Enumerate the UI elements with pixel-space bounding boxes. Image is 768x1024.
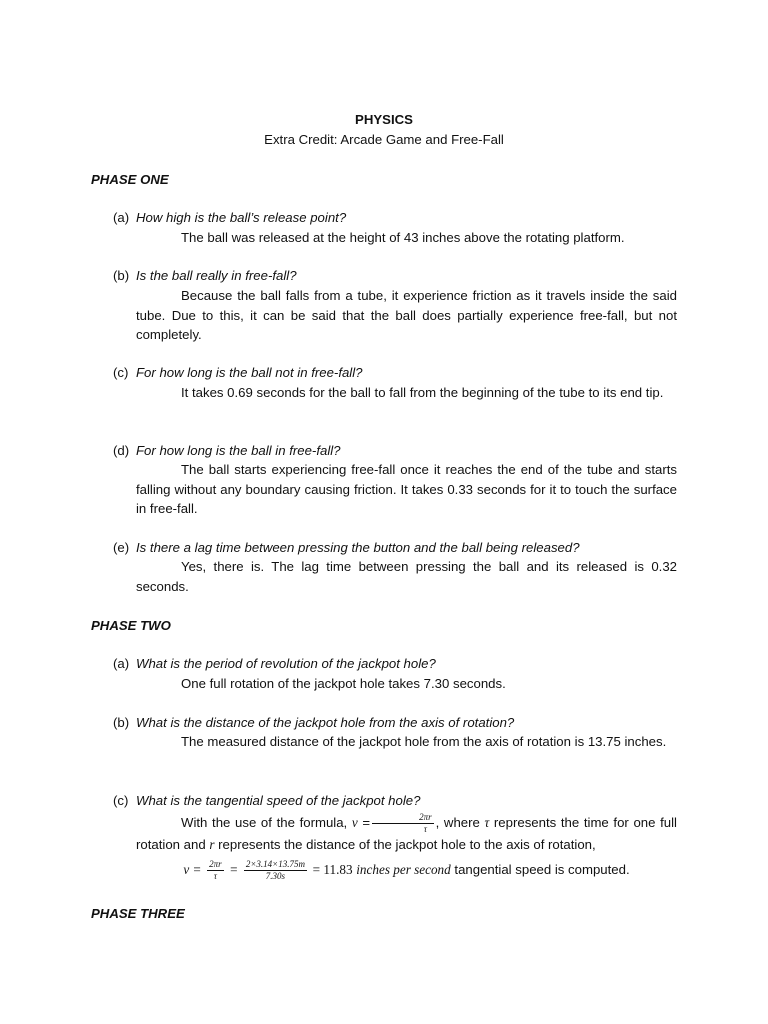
item-marker: (c) bbox=[113, 365, 129, 380]
answer-fragment: , where bbox=[435, 815, 480, 830]
answer-text: One full rotation of the jackpot hole takes 7.30 seconds. bbox=[181, 676, 506, 691]
answer-text-formula bbox=[136, 812, 677, 856]
tau-symbol: τ bbox=[484, 815, 490, 830]
question-text: Is there a lag time between pressing the button and the ball being released? bbox=[136, 540, 580, 555]
computation-line bbox=[136, 860, 677, 881]
question-text: For how long is the ball not in free-fall? bbox=[136, 365, 363, 380]
answer-text: The ball was released at the height of 43 inches above the rotating platform. bbox=[181, 230, 625, 245]
item-marker: (c) bbox=[113, 793, 129, 808]
fraction-numerator: 2πr bbox=[209, 859, 222, 870]
answer-fragment: represents the distance of the jackpot hole to the axis of rotation, bbox=[218, 837, 596, 853]
formula-fraction bbox=[372, 813, 434, 834]
answer-text: The measured distance of the jackpot hole from the axis of rotation is 13.75 inches. bbox=[181, 734, 667, 749]
item-marker: (b) bbox=[113, 715, 130, 730]
r-symbol: r bbox=[209, 837, 215, 853]
fraction-denominator: τ bbox=[423, 824, 427, 835]
answer-text: Because the ball falls from a tube, it experience friction as it travels inside the said tube. Due to this, it can be said that the ball does partially experience free-fall, but not completely. bbox=[136, 288, 677, 342]
fraction-numerator: 2πr bbox=[372, 813, 434, 824]
question-text: Is the ball really in free-fall? bbox=[136, 268, 297, 283]
formula-variable: v bbox=[351, 815, 358, 830]
question-text: How high is the ball’s release point? bbox=[136, 210, 347, 225]
question-text: What is the tangential speed of the jackpot hole? bbox=[136, 793, 421, 808]
calc-unit: inches per second bbox=[356, 862, 451, 877]
calc-lhs: v = bbox=[183, 862, 202, 877]
item-marker: (a) bbox=[113, 656, 130, 671]
fraction-denominator: 7.30s bbox=[265, 871, 286, 882]
item-marker: (b) bbox=[113, 268, 130, 283]
item-marker: (a) bbox=[113, 210, 130, 225]
question-text: What is the period of revolution of the jackpot hole? bbox=[136, 656, 436, 671]
answer-fragment: With the use of the formula, bbox=[181, 815, 348, 830]
phase-three-heading: PHASE THREE bbox=[91, 906, 185, 921]
calc-fraction-1 bbox=[207, 860, 224, 881]
item-marker: (e) bbox=[113, 540, 130, 555]
question-text: What is the distance of the jackpot hole from the axis of rotation? bbox=[136, 715, 515, 730]
calc-equals: = bbox=[229, 862, 239, 877]
phase-one-heading: PHASE ONE bbox=[91, 172, 169, 187]
document-title: PHYSICS bbox=[355, 112, 413, 127]
phase-two-heading: PHASE TWO bbox=[91, 618, 171, 633]
fraction-denominator: τ bbox=[213, 871, 217, 882]
formula-equals: = bbox=[362, 815, 371, 830]
calc-fraction-2 bbox=[244, 860, 307, 881]
calc-result: = 11.83 bbox=[312, 862, 353, 877]
fraction-numerator: 2×3.14×13.75m bbox=[245, 859, 305, 870]
question-text: For how long is the ball in free-fall? bbox=[136, 443, 341, 458]
calc-tail: tangential speed is computed. bbox=[454, 862, 630, 877]
answer-text: The ball starts experiencing free-fall once it reaches the end of the tube and starts falling without any boundary causing friction. It takes 0.33 seconds for it to touch the surface in free-fall. bbox=[136, 462, 677, 516]
answer-text: It takes 0.69 seconds for the ball to fall from the beginning of the tube to its end tip. bbox=[181, 385, 664, 400]
document-subtitle: Extra Credit: Arcade Game and Free-Fall bbox=[264, 132, 504, 147]
item-marker: (d) bbox=[113, 443, 130, 458]
answer-text: Yes, there is. The lag time between pressing the ball and its released is 0.32 seconds. bbox=[136, 559, 677, 594]
answer-fragment: represents the time for one full rotation and bbox=[136, 815, 677, 853]
